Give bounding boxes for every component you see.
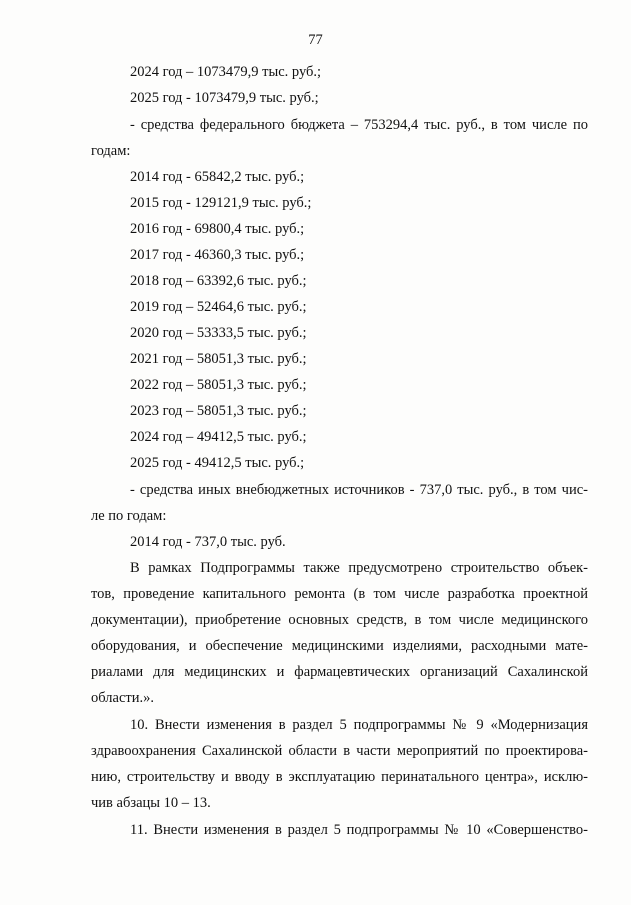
- text-line: 2024 год – 49412,5 тыс. руб.;: [130, 429, 307, 445]
- text-line: 10. Внести изменения в раздел 5 подпрограммы № 9 «Модернизация: [130, 717, 588, 733]
- text-line: оборудования, и обеспечение медицинскими изделиями, расходными мате-: [91, 638, 588, 654]
- text-line: нию, строительству и вводу в эксплуатацию перинатального центра», исклю-: [91, 769, 588, 785]
- text-line: - средства федерального бюджета – 753294,4 тыс. руб., в том числе по: [130, 117, 588, 133]
- page-number: 77: [308, 32, 323, 48]
- text-line: здравоохранения Сахалинской области в части мероприятий по проектирова-: [91, 743, 588, 759]
- text-line: тов, проведение капитального ремонта (в том числе разработка проектной: [91, 586, 588, 602]
- text-line: 2023 год – 58051,3 тыс. руб.;: [130, 403, 307, 419]
- text-line: годам:: [91, 143, 131, 159]
- text-line: риалами для медицинских и фармацевтических организаций Сахалинской: [91, 664, 588, 680]
- text-line: 2018 год – 63392,6 тыс. руб.;: [130, 273, 307, 289]
- text-line: 2020 год – 53333,5 тыс. руб.;: [130, 325, 307, 341]
- text-line: 2025 год - 1073479,9 тыс. руб.;: [130, 90, 319, 106]
- text-line: ле по годам:: [91, 508, 167, 524]
- text-line: документации), приобретение основных средств, в том числе медицинского: [91, 612, 588, 628]
- text-line: 2025 год - 49412,5 тыс. руб.;: [130, 455, 305, 471]
- text-line: 2022 год – 58051,3 тыс. руб.;: [130, 377, 307, 393]
- text-line: 2019 год – 52464,6 тыс. руб.;: [130, 299, 307, 315]
- text-line: 2014 год - 737,0 тыс. руб.: [130, 534, 286, 550]
- text-line: области.».: [91, 690, 154, 706]
- text-line: 2024 год – 1073479,9 тыс. руб.;: [130, 64, 322, 80]
- text-line: 2014 год - 65842,2 тыс. руб.;: [130, 169, 305, 185]
- text-line: 11. Внести изменения в раздел 5 подпрограммы № 10 «Совершенство-: [130, 822, 588, 838]
- text-line: В рамках Подпрограммы также предусмотрено строительство объек-: [130, 560, 588, 576]
- text-line: 2017 год - 46360,3 тыс. руб.;: [130, 247, 305, 263]
- text-line: 2015 год - 129121,9 тыс. руб.;: [130, 195, 312, 211]
- text-line: чив абзацы 10 – 13.: [91, 795, 211, 811]
- text-line: - средства иных внебюджетных источников - 737,0 тыс. руб., в том чис-: [130, 482, 588, 498]
- text-line: 2016 год - 69800,4 тыс. руб.;: [130, 221, 305, 237]
- text-line: 2021 год – 58051,3 тыс. руб.;: [130, 351, 307, 367]
